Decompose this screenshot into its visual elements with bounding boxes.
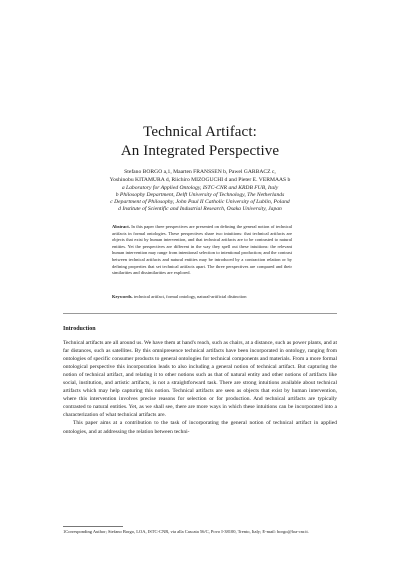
affiliation-d: d Institute of Scientific and Industrial Research, Osaka University, Japan [118,206,282,212]
body-text [63,339,337,436]
paper-title-line-2: An Integrated Perspective [120,143,280,159]
footnote: 1Corresponding Author; Stefano Borgo, LOA, ISTC-CNR, via alla Cascata 56/C, Povo I-38100, Trento, Italy; E-mail: borgo@loa-cnr.it. [63,529,309,534]
footnote-divider [63,526,123,527]
section-divider [63,313,337,314]
abstract [112,224,292,277]
affiliation-c: c Department of Philosophy, John Paul II Catholic University of Lublin, Poland [110,199,290,205]
keywords-label: Keywords. [112,294,133,299]
paragraph-1: Technical artifacts are all around us. We have them at hand's reach, such as chairs, at a distance, such as power plants, and at far distances, such as satellites. By this omnipresence technical artifacts have been incorporated in ontology, ranging from ontologies of specific consumer products to general ontologies for technical components and materials. From a more formal ontological perspective this incorporation leads to also including a general notion of technical artifact. But capturing the notion of technical artifact, and relating it to other notions such as that of natural entity and other notions of artifacts like social, institution, and artistic artifacts, is not a straightforward task. There are strong intuitions available about technical artifacts which may help capturing this notion. Technical artifacts are seen as objects that exist by human intervention, where this intervention involves precise reasons for selection or for production. And technical artifacts are typically contrasted to natural entities. Yet, as we shall see, there are more ways in which these intuitions can be incorporated into a characterization of what technical artifacts are. [63,340,337,419]
authors-line-2: Yoshinobu KITAMURA d, Riichiro MIZOGUCHI d and Pieter E. VERMAAS b [109,177,291,183]
abstract-text: In this paper three perspectives are presented on defining the general notion of technical artifacts in formal ontologies. These perspectives share two intuitions: that technical artifacts are objects that exist by human intervention, and that technical artifacts are to be contrasted to natural entities. Yet the perspectives are different in the way they spell out these intuitions: the relevant human intervention may range from intentional selection to intentional production; and the contrast between technical artifacts and natural entities may be introduced by a contraction relation or by defining properties that set technical artifacts apart. The three perspectives are compared and their similarities and dissimilarities are explored. [112,224,293,276]
paper-title-line-1: Technical Artifact: [143,124,257,140]
keywords [112,294,292,301]
keywords-text: technical artifact, formal ontology, natural-artificial distinction [133,294,247,299]
abstract-label: Abstract. [112,224,130,229]
paragraph-2: This paper aims at a contribution to the task of incorporating the general notion of technical artifact in applied ontologies, and at addressing the relation between techni- [63,420,337,435]
affiliation-a: a Laboratory for Applied Ontology, ISTC-CNR and KRDB FUB, Italy [121,185,279,191]
section-heading: Introduction [63,326,96,332]
authors-line-1: Stefano BORGO a,1, Maarten FRANSSEN b, Pawel GARBACZ c, [124,169,276,175]
affiliation-b: b Philosophy Department, Delft University of Technology, The Netherlands [115,192,285,198]
